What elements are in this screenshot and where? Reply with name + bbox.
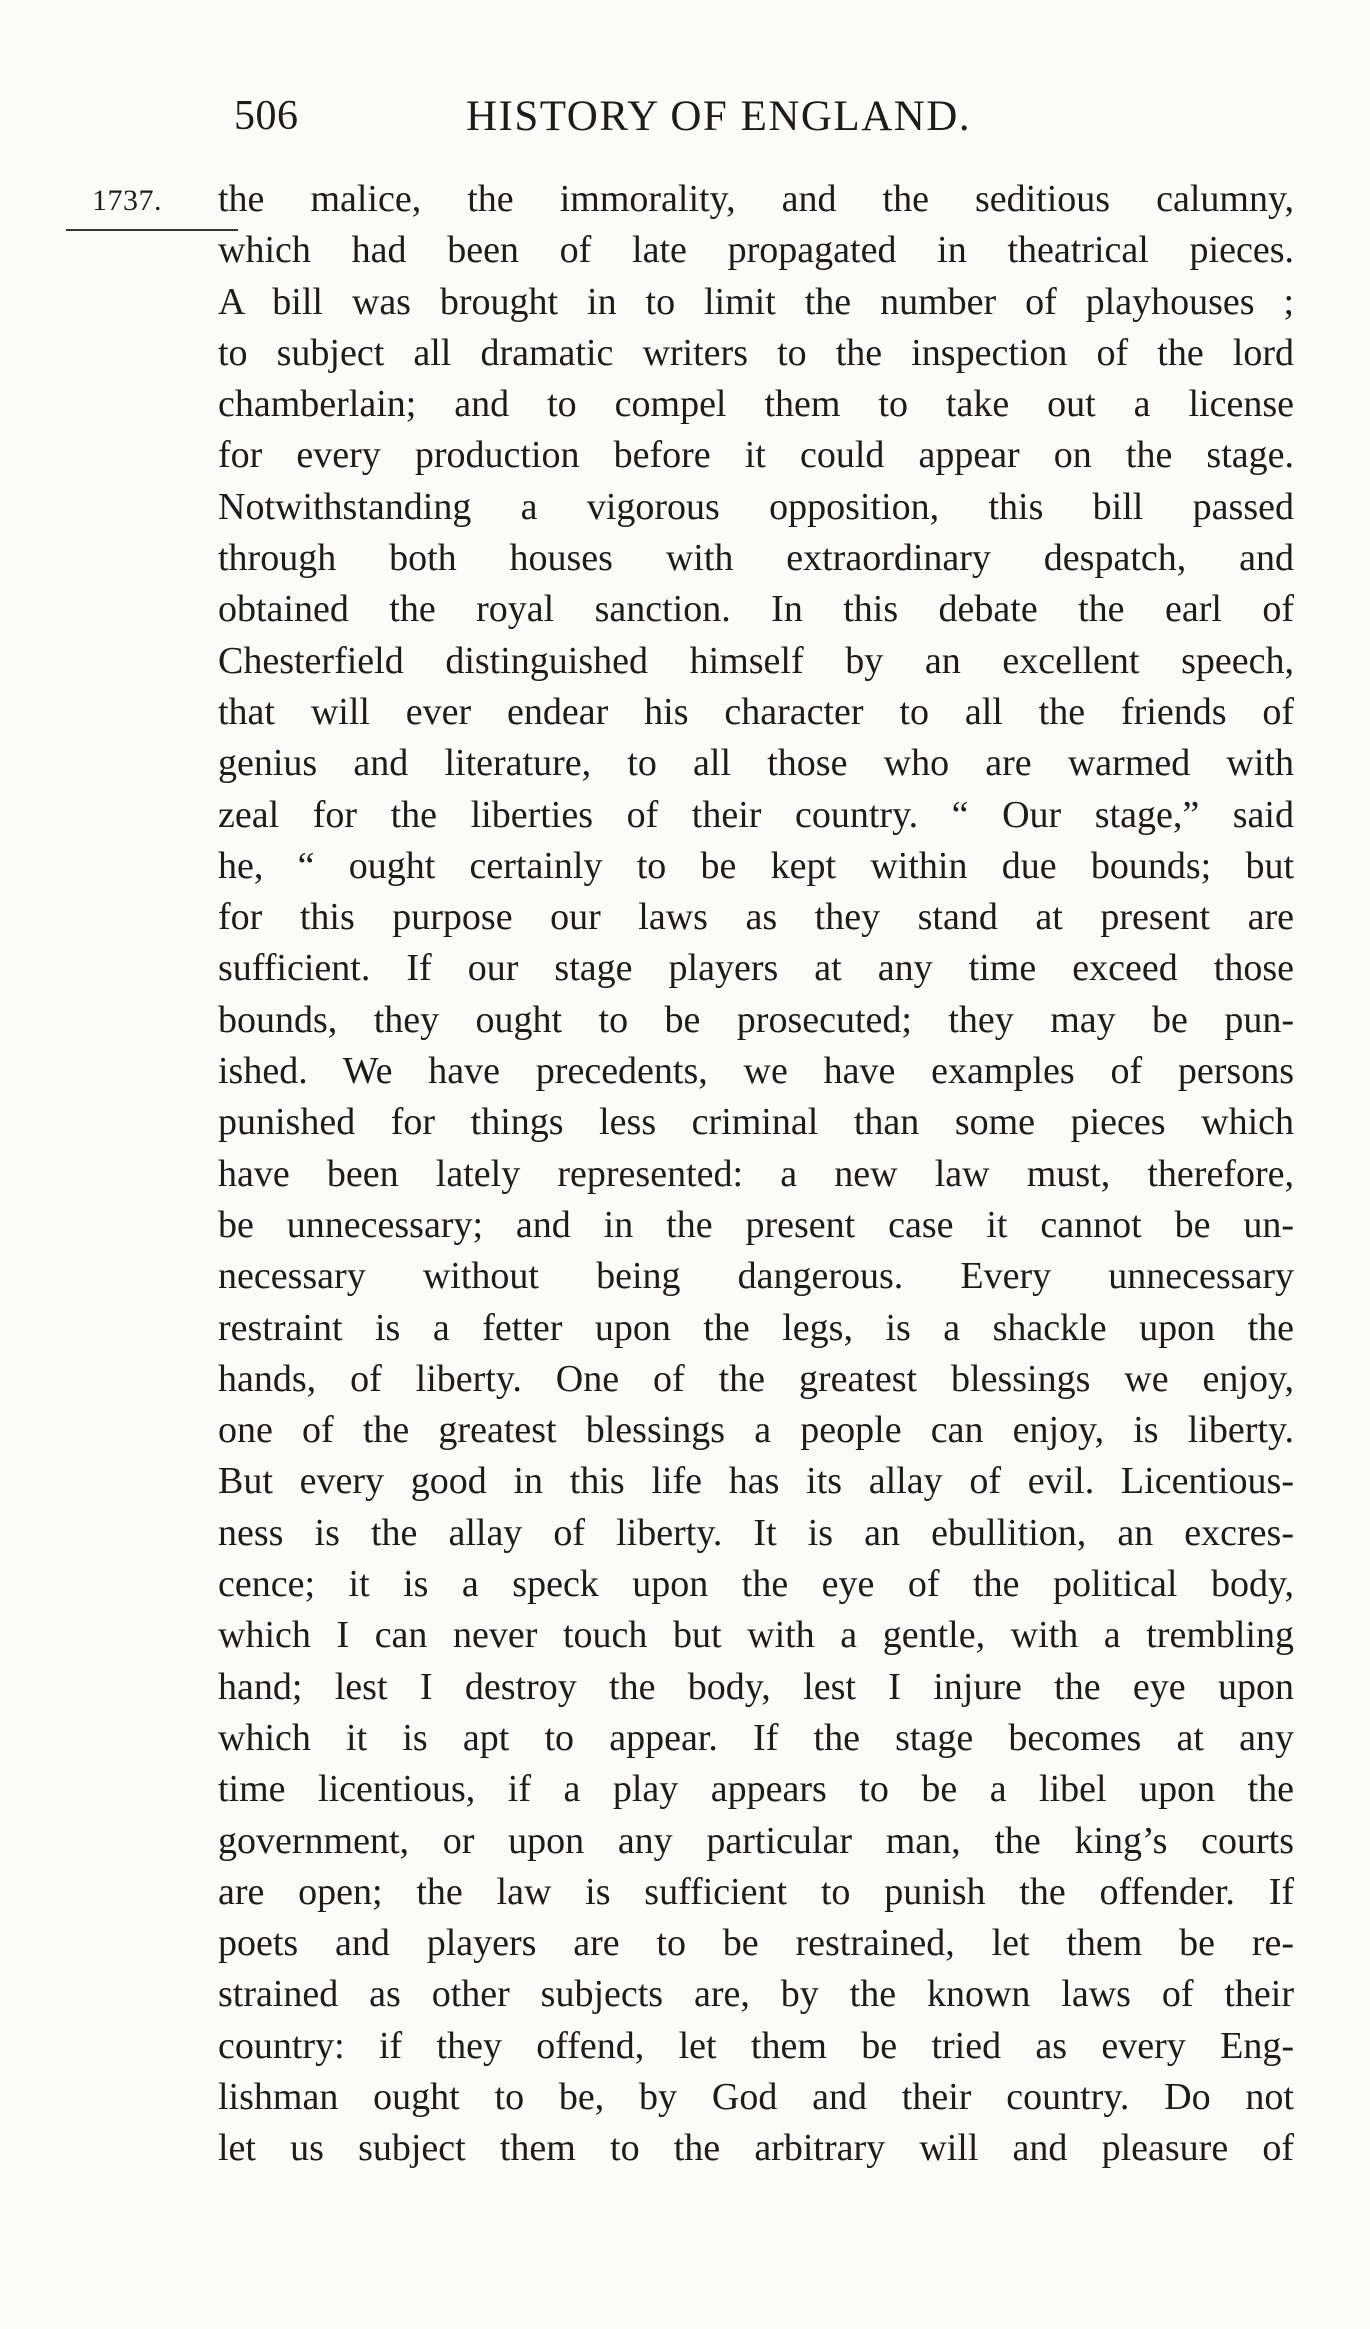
text-line: which it is apt to appear. If the stage becomes at any [218, 1716, 1294, 1759]
text-line: for this purpose our laws as they stand at present are [218, 896, 1294, 939]
text-line: through both houses with extraordinary despatch, and [218, 537, 1294, 580]
running-head [234, 92, 1064, 152]
text-line: hand; lest I destroy the body, lest I injure the eye upon [218, 1665, 1294, 1708]
text-line: lishman ought to be, by God and their country. Do not [218, 2075, 1294, 2118]
text-line: are open; the law is sufficient to punish the offender. If [218, 1870, 1294, 1913]
text-line: be unnecessary; and in the present case it cannot be un- [218, 1203, 1294, 1246]
text-line: poets and players are to be restrained, let them be re- [218, 1922, 1294, 1965]
text-line: restraint is a fetter upon the legs, is a shackle upon the [218, 1306, 1294, 1349]
text-line: obtained the royal sanction. In this debate the earl of [218, 588, 1294, 631]
text-line: But every good in this life has its allay of evil. Licentious- [218, 1460, 1294, 1503]
text-line: country: if they offend, let them be tried as every Eng- [218, 2024, 1294, 2067]
text-line: to subject all dramatic writers to the inspection of the lord [218, 331, 1294, 374]
text-line: ished. We have precedents, we have examples of persons [218, 1050, 1294, 1093]
text-line: government, or upon any particular man, the king’s courts [218, 1819, 1294, 1862]
text-line: which I can never touch but with a gentle, with a trembling [218, 1614, 1294, 1657]
text-line: Chesterfield distinguished himself by an excellent speech, [218, 639, 1294, 682]
text-line: sufficient. If our stage players at any time exceed those [218, 947, 1294, 990]
text-line: he, “ ought certainly to be kept within due bounds; but [218, 844, 1294, 887]
running-title: HISTORY OF ENGLAND. [466, 93, 972, 140]
text-line: have been lately represented: a new law must, therefore, [218, 1152, 1294, 1195]
text-line: the malice, the immorality, and the seditious calumny, [218, 178, 1294, 220]
text-line: strained as other subjects are, by the known laws of their [218, 1973, 1294, 2016]
margin-rule-divider [66, 229, 238, 231]
text-line: let us subject them to the arbitrary will and pleasure of [218, 2127, 1294, 2170]
body-text [218, 174, 1294, 2175]
text-line: for every production before it could appear on the stage. [218, 434, 1294, 477]
text-line: punished for things less criminal than some pieces which [218, 1101, 1294, 1144]
page-number: 506 [234, 93, 299, 139]
text-line: bounds, they ought to be prosecuted; they may be pun- [218, 998, 1294, 1041]
text-line: A bill was brought in to limit the number of playhouses ; [218, 280, 1294, 323]
text-line: ness is the allay of liberty. It is an ebullition, an excres- [218, 1511, 1294, 1554]
text-line: time licentious, if a play appears to be a libel upon the [218, 1768, 1294, 1811]
text-line: necessary without being dangerous. Every unnecessary [218, 1255, 1294, 1298]
text-line: cence; it is a speck upon the eye of the political body, [218, 1563, 1294, 1606]
text-line: zeal for the liberties of their country. “ Our stage,” said [218, 793, 1294, 836]
text-line: Notwithstanding a vigorous opposition, this bill passed [218, 485, 1294, 528]
text-line: that will ever endear his character to all the friends of [218, 690, 1294, 733]
text-line: hands, of liberty. One of the greatest blessings we enjoy, [218, 1357, 1294, 1400]
text-line: genius and literature, to all those who are warmed with [218, 742, 1294, 785]
margin-year-note: 1737. [92, 184, 162, 217]
text-line: one of the greatest blessings a people can enjoy, is liberty. [218, 1409, 1294, 1452]
text-line: which had been of late propagated in theatrical pieces. [218, 229, 1294, 272]
text-line: chamberlain; and to compel them to take out a license [218, 383, 1294, 426]
